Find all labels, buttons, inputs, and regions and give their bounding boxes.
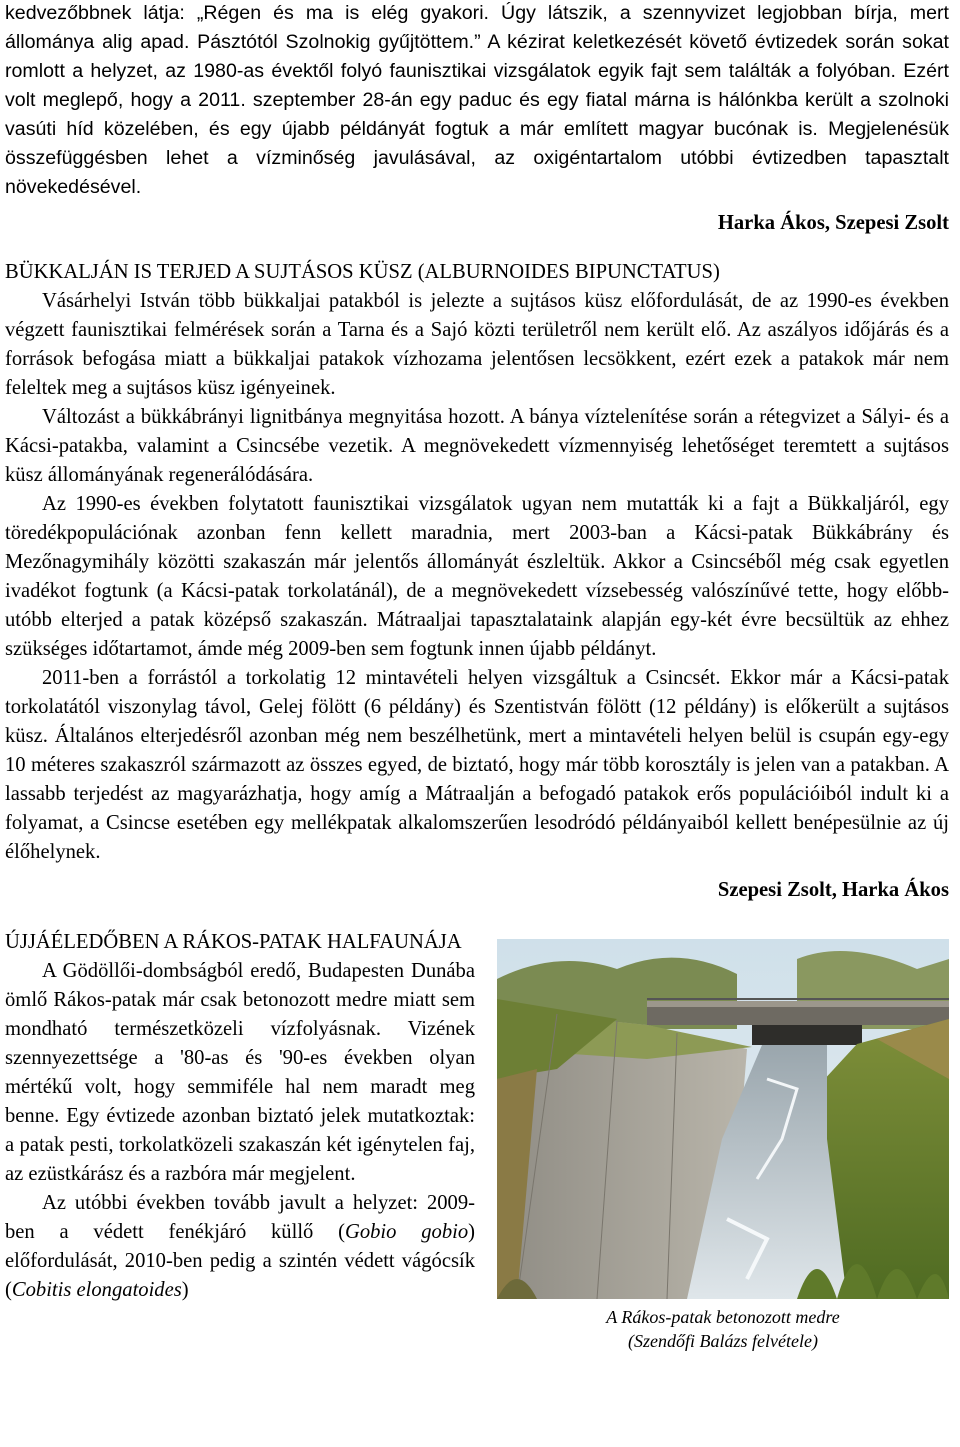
section2-paragraph-4: 2011-ben a forrástól a torkolatig 12 mintavételi helyen vizsgáltuk a Csincsét. Ekkor már a Kácsi-patak torkolatától viszonylag távol, Gelej fölött (6 példány) és Szentistván fölött (12 példány) is előkerült a sujtásos küsz. Általános elterjedésről azonban még nem beszélhetünk, mert a mintavételi helyen belül is csupán egy-egy 10 méteres szakaszról származott az összes egyed, de biztató, hogy már több korosztály is jelen van a patakban. A lassabb terjedést az magyarázhatja, hogy amíg a Mátraalján a befogadó patakok erős populációiból indult ki a folyamat, a Csincse esetében egy mellékpatak alkalomszerűen lesodródó példányaiból kellett benépesülnie az új élőhelynek. (5, 667, 949, 863)
section3-body (5, 957, 949, 1351)
section3-paragraph-2 (5, 1189, 475, 1305)
photo-rakos-patak (497, 939, 949, 1299)
section2-author: Szepesi Zsolt, Harka Ákos (717, 879, 949, 901)
section2-paragraph-3: Az 1990-es években folytatott faunisztikai vizsgálatok ugyan nem mutatták ki a fajt a Bükkaljáról, egy töredékpopulációnak azonban fenn kellett maradnia, mert 2003-ban a Kácsi-patak Bükkábrány és Mezőnagymihály közötti szakaszán már jelentős állományát észleltük. Akkor a Csincséből még csak egyetlen ivadékot fogtunk (a Kácsi-patak torkolatánál), de a megnövekedett vízsebesség valószínűvé tette, hogy előbb-utóbb elterjed a patak középső szakaszán. Mátraaljai tapasztalataink alapján egy-két évre becsültük az ehhez szükséges időtartamot, ámde még 2009-ben sem fogtunk innen újabb példányt. (5, 493, 949, 660)
section2-paragraph-1: Vásárhelyi István több bükkaljai patakból is jelezte a sujtásos küsz előfordulását, de az 1990-es években végzett faunisztikai felmérések során a Tarna és a Sajó közti területről nem került elő. Az aszályos időjárás és a források befogása miatt a bükkaljai patakok vízhozama jelentősen lecsökkent, ezért ezek a patakok már nem feleltek meg a sujtásos küsz igényeinek. (5, 290, 949, 399)
section3-text-column (5, 957, 475, 1305)
species-cobitis: Cobitis elongatoides (11, 1279, 182, 1301)
section2-heading: BÜKKALJÁN IS TERJED A SUJTÁSOS KÜSZ (ALBURNOIDES BIPUNCTATUS) (5, 261, 720, 283)
section3-paragraph-1: A Gödöllői-dombságból eredő, Budapesten Dunába ömlő Rákos-patak már csak betonozott medre miatt sem mondható természetközeli vízfolyásnak. Vizének szennyezettsége a '80-as és '90-es években olyan mértékű volt, hogy semmiféle hal nem maradt meg benne. Egy évtizede azonban biztató jelek mutatkoztak: a patak pesti, torkolatközeli szakaszán két igénytelen faj, az ezüstkárász és a razbóra már megjelent. (5, 960, 475, 1185)
para2-text-a: Az utóbbi években tovább javult a helyzet: 2009-ben a védett fenékjáró küllő ( (5, 1192, 475, 1243)
species-gobio: Gobio gobio (344, 1221, 469, 1243)
section3-heading: ÚJJÁÉLEDŐBEN A RÁKOS-PATAK HALFAUNÁJA (5, 931, 462, 953)
photo-caption (497, 1305, 949, 1353)
section1-text: kedvezőbbnek látja: „Régen és ma is elég gyakori. Úgy látszik, a szennyvizet legjobban bírja, mert állománya alig apad. Pásztótól Szolnokig gyűjtöttem.” A kézirat keletkezését követő évtizedek során sokat romlott a helyzet, az 1980-as évektől folyó faunisztikai vizsgálatok egyik fajt sem találták a folyóban. Ezért volt meglepő, hogy a 2011. szeptember 28-án egy paduc és egy fiatal márna is hálónkba került a szolnoki vasúti híd közelében, és egy újabb példányát fogtuk a már említett magyar bucónak is. Megjelenésük összefüggésben lehet a vízminőség javulásával, az oxigéntartalom utóbbi évtizedben tapasztalt növekedésével. (5, 2, 949, 198)
para2-text-b: ) előfordulását, 2010-ben pedig a szintén védett vágócsík ( (5, 1221, 475, 1301)
photo-illustration (497, 939, 949, 1299)
section2-paragraph-2: Változást a bükkábrányi lignitbánya megnyitása hozott. A bánya víztelenítése során a rétegvizet a Sályi- és a Kácsi-patakba, valamint a Csincsébe vezetik. A megnövekedett vízmennyiség lehetőséget teremtett a sujtásos küsz állományának regenerálódására. (5, 406, 949, 486)
document-page (5, 0, 949, 1351)
caption-line-2: (Szendőfi Balázs felvétele) (628, 1331, 818, 1351)
caption-line-1: A Rákos-patak betonozott medre (606, 1307, 840, 1327)
para2-text-c: ) (181, 1279, 189, 1301)
section1-author: Harka Ákos, Szepesi Zsolt (717, 212, 949, 234)
figure (497, 939, 949, 1353)
